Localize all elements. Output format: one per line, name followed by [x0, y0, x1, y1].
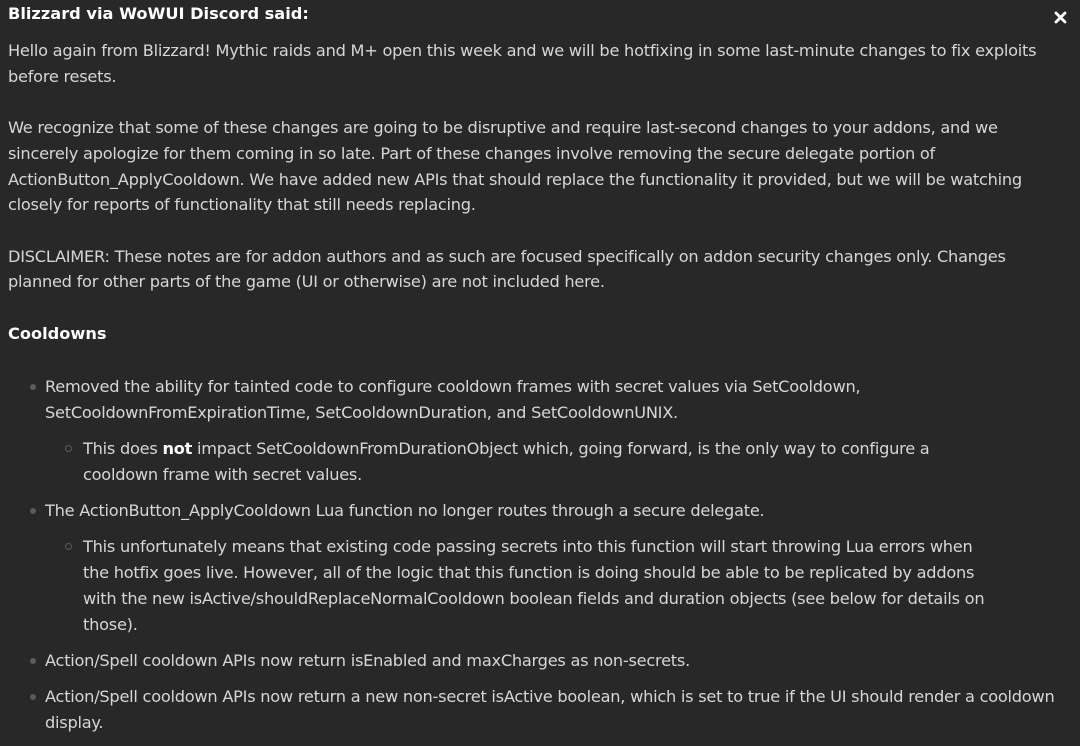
- list-item-text: Action/Spell cooldown APIs now return a new non-secret isActive boolean, which is set to true if the UI should render a cooldown display.: [45, 686, 1055, 732]
- list-item-text: Action/Spell cooldown APIs now return isEnabled and maxCharges as non-secrets.: [45, 650, 690, 670]
- sub-bullet-list: [45, 534, 1072, 637]
- bullet-dot-icon: [30, 658, 36, 664]
- list-item-text: Removed the ability for tainted code to configure cooldown frames with secret values via SetCooldown, SetCooldownFromExpirationTime, SetCooldownDuration, and SetCooldownUNIX.: [45, 377, 861, 423]
- hollow-bullet-icon: [65, 445, 72, 452]
- paragraph-apology: We recognize that some of these changes are going to be disruptive and require last-second changes to your addons, and we sincerely apologize for them coming in so late. Part of these changes involve removing the secure delegate portion of ActionButton_ApplyCooldown. We have added new APIs that should replace the functionality it provided, but we will be watching closely for reports of functionality that still needs replacing.: [8, 118, 1022, 215]
- hollow-bullet-icon: [65, 543, 72, 550]
- bullet-dot-icon: [30, 384, 36, 390]
- bullet-dot-icon: [30, 694, 36, 700]
- quote-content: [8, 38, 1072, 746]
- section-heading-cooldowns: Cooldowns: [8, 323, 107, 343]
- sub-list-item: [45, 436, 1003, 487]
- paragraph-intro: Hello again from Blizzard! Mythic raids and M+ open this week and we will be hotfixing in some last-minute changes to fix exploits before resets.: [8, 41, 1037, 86]
- paragraph-disclaimer: DISCLAIMER: These notes are for addon authors and as such are focused specifically on addon security changes only. Changes planned for other parts of the game (UI or otherwise) are not included here.: [8, 246, 1006, 292]
- bullet-list: [8, 374, 1072, 735]
- quote-author-header: Blizzard via WoWUI Discord said:: [8, 4, 309, 23]
- list-item: [8, 498, 1072, 637]
- sub-list-item-suffix: impact SetCooldownFromDurationObject which, going forward, is the only way to configure a cooldown frame with secret values.: [83, 439, 930, 484]
- sub-bullet-list: [45, 436, 1072, 487]
- sub-list-item-bold: not: [162, 439, 193, 459]
- close-icon[interactable]: [1052, 9, 1068, 25]
- sub-list-item-prefix: This does: [83, 439, 163, 459]
- list-item: [8, 374, 1072, 487]
- list-item: [8, 648, 1072, 674]
- list-item-text: The ActionButton_ApplyCooldown Lua function no longer routes through a secure delegate.: [45, 501, 765, 521]
- bullet-dot-icon: [30, 508, 36, 514]
- sub-list-item: [45, 534, 1003, 637]
- list-item: [8, 684, 1072, 735]
- sub-list-item-text: This unfortunately means that existing code passing secrets into this function will start throwing Lua errors when the hotfix goes live. However, all of the logic that this function is doing should be able to be replicated by addons with the new isActive/shouldReplaceNormalCooldown boolean fields and duration objects (see below for details on those).: [83, 537, 985, 634]
